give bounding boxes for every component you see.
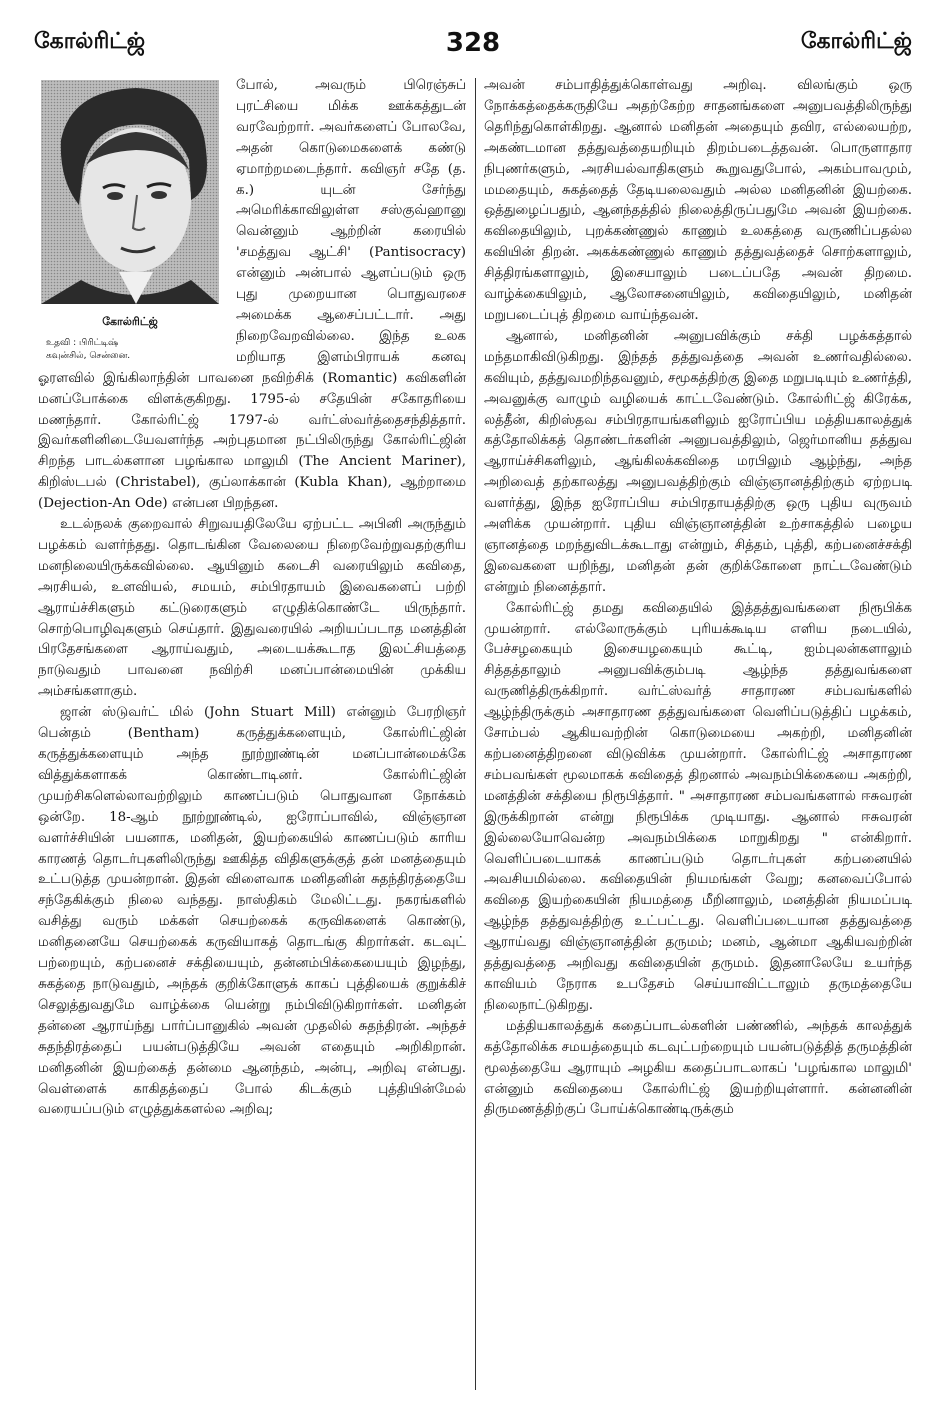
running-head-left: கோல்ரிட்ஜ் bbox=[34, 29, 146, 54]
portrait-image bbox=[41, 80, 219, 304]
column-divider bbox=[475, 78, 476, 1390]
paragraph: மத்தியகாலத்துக் கதைப்பாடல்களின் பண்ணில், அந்தக் காலத்துக் கத்தோலிக்க சமயத்தையும் கடவுட்பற்றையும் பயன்படுத்தித் தருமத்தின் மூலத்தையே ஆராயும் அழகிய கதைப்பாடலாகப் 'பழங்கால மாலுமி' என்னும் கவிதையை கோல்ரிட்ஜ் இயற்றியுள்ளார். கன்னனின் திருமணத்திற்குப் போய்க்கொண்டிருக்கும் bbox=[484, 1018, 912, 1118]
running-head-right: கோல்ரிட்ஜ் bbox=[800, 29, 912, 54]
figure bbox=[38, 80, 222, 363]
figure-credit bbox=[38, 337, 222, 363]
right-column bbox=[484, 76, 912, 1121]
paragraph: ஜான் ஸ்டுவர்ட் மில் (John Stuart Mill) என்னும் பேரறிஞர் பென்தம் (Bentham) கருத்துக்களையும், கோல்ரிட்ஜின் கருத்துக்களையும் அந்த நூற்றூண்டின் மனப்பான்மைக்கே வித்துக்களாகக் கொண்டாடினர். கோல்ரிட்ஜின் முயற்சிகளெல்லாவற்றிலும் காணப்படும் பொதுவான நோக்கம் ஒன்றே. 18-ஆம் நூற்றூண்டில், ஐரோப்பாவில், விஞ்ஞான வளர்ச்சியின் பயனாக, மனிதன், இயற்கையில் காணப்படும் காரிய காரணத் தொடர்புகளிலிருந்து ஊகித்த விதிகளுக்குத் தன் மனத்தையும் உட்படுத்த முயன்றான். இதன் விளைவாக மனிதனின் சுதந்திரத்தையே சந்தேகிக்கும் நிலை வந்தது. நாஸ்திகம் மேலிட்டது. நகரங்களில் வசித்து வரும் மக்கள் செயற்கைக் கருவிகளைக் கொண்டு, மனிதனையே செயற்கைக் கருவியாகத் தொடங்கு கிறார்கள். கடவுட் பற்றையும், கற்பனைச் சக்தியையும், தன்னம்பிக்கையையும் இழந்து, சுகத்தை நாடுவதும், அந்தக் குறிக்கோளுக் காகப் புத்தியைக் குறுக்கிச் செலுத்துவதுமே வாழ்க்கை யென்று நம்பிவிடுகிறார்கள். மனிதன் தன்னை ஆராய்ந்து பார்ப்பானுகில் அவன் முதலில் சுதந்திரன். அந்தச் சுதந்திரத்தைப் பயன்படுத்தியே அவன் எதையும் அறிகிறான். மனிதனின் இயற்கைத் தன்மை ஆனந்தம், அன்பு, அறிவு என்பது. வெள்ளைக் காகிதத்தைப் போல் கிடக்கும் புத்தியின்மேல் வரையப்படும் எழுத்துக்களல்ல அறிவு; bbox=[38, 705, 466, 1118]
paragraph: ஆனால், மனிதனின் அனுபவிக்கும் சக்தி பழக்கத்தால் மந்தமாகிவிடுகிறது. இந்தத் தத்துவத்தை அவன் உணர்வதில்லை. கவியும், தத்துவமறிந்தவனும், சமூகத்திற்கு இதை மறுபடியும் உணர்த்தி, அவனுக்கு வாழும் வழியைக் காட்டவேண்டும். கோல்ரிட்ஜ் கிரேக்க, லத்தீன், கிறிஸ்தவ சம்பிரதாயங்களிலும் ஐரோப்பிய மத்தியகாலத்துக் கத்தோலிக்கத் தொண்டர்களின் அனுபவத்திலும், ஜெர்மானிய தத்துவ ஆராய்ச்சிகளிலும், ஆங்கிலக்கவிதை மரபிலும் ஆழ்ந்து, அந்த அறிவைத் தற்காலத்து அனுபவத்திற்கும் விஞ்ஞானத்திற்கும் ஏற்றபடி வளர்த்து, இந்த ஐரோப்பிய சம்பிரதாயத்திற்கு ஒரு புதிய வுருவம் அளிக்க முயன்றார். புதிய விஞ்ஞானத்தின் உற்சாகத்தில் பழைய ஞானத்தை மறந்துவிடக்கூடாது என்றும், சித்தம், புத்தி, கற்பனைச்சக்தி இவைகளை யறிந்து, மனிதன் தன் குறிக்கோளை நாட்டவேண்டும் என்றும் நினைத்தார். bbox=[484, 328, 912, 595]
paragraph: உடல்நலக் குறைவால் சிறுவயதிலேயே ஏற்பட்ட அபினி அருந்தும் பழக்கம் வளர்ந்தது. தொடங்கின வேலையை நிறைவேற்றுவதற்குரிய மனநிலையிருக்கவில்லை. ஆயினும் கடைசி வரையிலும் கவிதை, அரசியல், உளவியல், சமயம், சம்பிரதாயம் இவைகளைப் பற்றி ஆராய்ச்சிகளும் கட்டுரைகளும் எழுதிக்கொண்டே யிருந்தார். சொற்பொழிவுகளும் செய்தார். இதுவரையில் அறியப்படாத மனத்தின் பிரதேசங்களை ஆராய்வதும், அடையக்கூடாத இலட்சியத்தை நாடுவதும் பாவனை நவிற்சி மனப்பான்மையின் முக்கிய அம்சங்களாகும். bbox=[38, 517, 466, 700]
page-header bbox=[34, 22, 912, 64]
paragraph bbox=[38, 76, 466, 515]
page-number: 328 bbox=[445, 28, 501, 58]
figure-credit-line: உதவி : பிரிட்டிஷ் bbox=[46, 337, 119, 348]
paragraph-text: போல், அவரும் பிரெஞ்சுப் புரட்சியை மிக்க ஊக்கத்துடன் வரவேற்றார். அவர்களைப் போலவே, அதன் கொடுமைகளைக் கண்டு ஏமாற்றமடைந்தார். கவிஞர் சதே (த. க.) யுடன் சேர்ந்து அமெரிக்காவிலுள்ள சஸ்குவ்ஹானு வென்னும் ஆற்றின் கரையில் 'சமத்துவ ஆட்சி' (Pantisocracy) என்னும் அன்பால் ஆளப்படும் ஒரு புது முறையான பொதுவரசை அமைக்க ஆசைப்பட்டார். அது நிறைவேறவில்லை. இந்த உலக மறியாத இளம்பிராயக் கனவு ஓரளவில் இங்கிலாந்தின் பாவனை நவிற்சிக் (Romantic) கவிகளின் மனப்போக்கை விளக்குகிறது. 1795-ல் சதேயின் சகோதரியை மணந்தார். கோல்ரிட்ஜ் 1797-ல் வர்ட்ஸ்வர்த்தைசந்தித்தார். இவர்களினிடையேவளர்ந்த அற்புதமான நட்பிலிருந்து கோல்ரிட்ஜின் சிறந்த பாடல்களான பழங்கால மாலுமி (The Ancient Mariner), கிறிஸ்டபல் (Christabel), குப்லாக்கான் (Kubla Khan), ஆற்றாமை (Dejection-An Ode) என்பன பிறந்தன. bbox=[38, 78, 466, 512]
figure-credit-line: கவுன்சில், சென்னை. bbox=[46, 350, 131, 361]
figure-caption: கோல்ரிட்ஜ் bbox=[102, 315, 158, 328]
left-column bbox=[38, 76, 466, 1121]
paragraph: அவன் சம்பாதித்துக்கொள்வது அறிவு. விலங்கும் ஒரு நோக்கத்தைக்கருதியே அதற்கேற்ற சாதனங்களை அனுபவத்திலிருந்து தெரிந்துகொள்கிறது. ஆனால் மனிதன் அதையும் தவிர, எல்லையற்ற, அகண்டமான தத்துவத்தையறியும் திறம்படைத்தவன். பொருளாதார நிபுணர்களும், அரசியல்வாதிகளும் கூறுவதுபோல், அகம்பாவமும், மமதையும், சுகத்தைத் தேடியலைவதும் அல்ல மனிதனின் இயற்கை. ஒத்துழைப்பதும், ஆனந்தத்தில் நிலைத்திருப்பதுமே அவன் இயற்கை. கவிதையிலும், புறக்கண்ணுல் காணும் உலகத்தை வருணிப்பதல்ல கவியின் திறன். அகக்கண்ணுல் காணும் தத்துவத்தைச் சொற்களாலும், சித்திரங்களாலும், இசையாலும் படைப்பதே அவன் திறமை. வாழ்க்கையிலும், ஆலோசனையிலும், கவிதையிலும், மனிதன் மறுபடைப்புத் திறமை வாய்ந்தவன். bbox=[484, 78, 912, 323]
paragraph: கோல்ரிட்ஜ் தமது கவிதையில் இத்தத்துவங்களை நிரூபிக்க முயன்றார். எல்லோருக்கும் புரியக்கூடிய எளிய நடையில், பேச்சழகையும் இசையழகையும் கூட்டி, ஐம்புலன்களாலும் சித்தத்தாலும் அனுபவிக்கும்படி ஆழ்ந்த தத்துவங்களை வருணித்திருக்கிறார். வர்ட்ஸ்வர்த் சாதாரண சம்பவங்களில் ஆழ்ந்திருக்கும் அசாதாரண தத்துவங்களை வெளிப்படுத்திப் பழக்கம், சோம்பல் ஆகியவற்றின் கொடுமையை அகற்றி, மனிதனின் கற்பனைத்திறனை விடுவிக்க முயன்றார். கோல்ரிட்ஜ் அசாதாரண சம்பவங்கள் மூலமாகக் கவிதைத் திறனால் அவநம்பிக்கையை அகற்றி, மனத்தின் சக்தியை நிரூபித்தார். " அசாதாரண சம்பவங்களால் ஈசுவரன் இருக்கிறான் என்று நிரூபிக்க முடியாது. ஆனால் ஈசுவரன் இல்லையோவென்ற அவநம்பிக்கை மாறுகிறது " என்கிறார். வெளிப்படையாகக் காணப்படும் தொடர்புகள் கற்பனையில் அவசியமில்லை. கவிதையின் நியமங்கள் வேறு; கனவைப்போல் கவிதை இயற்கையின் நியமத்தை மீறினாலும், மனத்தின் நியமப்படி ஆழ்ந்த தத்துவத்திற்கு உட்பட்டது. வெளிப்படையான தத்துவத்தை ஆராய்வது விஞ்ஞானத்தின் தருமம்; மனம், ஆன்மா ஆகியவற்றின் தத்துவத்தை அறிவது கவிதையின் தருமம். இதனாலேயே உயர்ந்த காவியம் நேராக உபதேசம் செய்யாவிட்டாலும் தருமத்தையே நிலைநாட்டுகிறது. bbox=[484, 600, 912, 1013]
